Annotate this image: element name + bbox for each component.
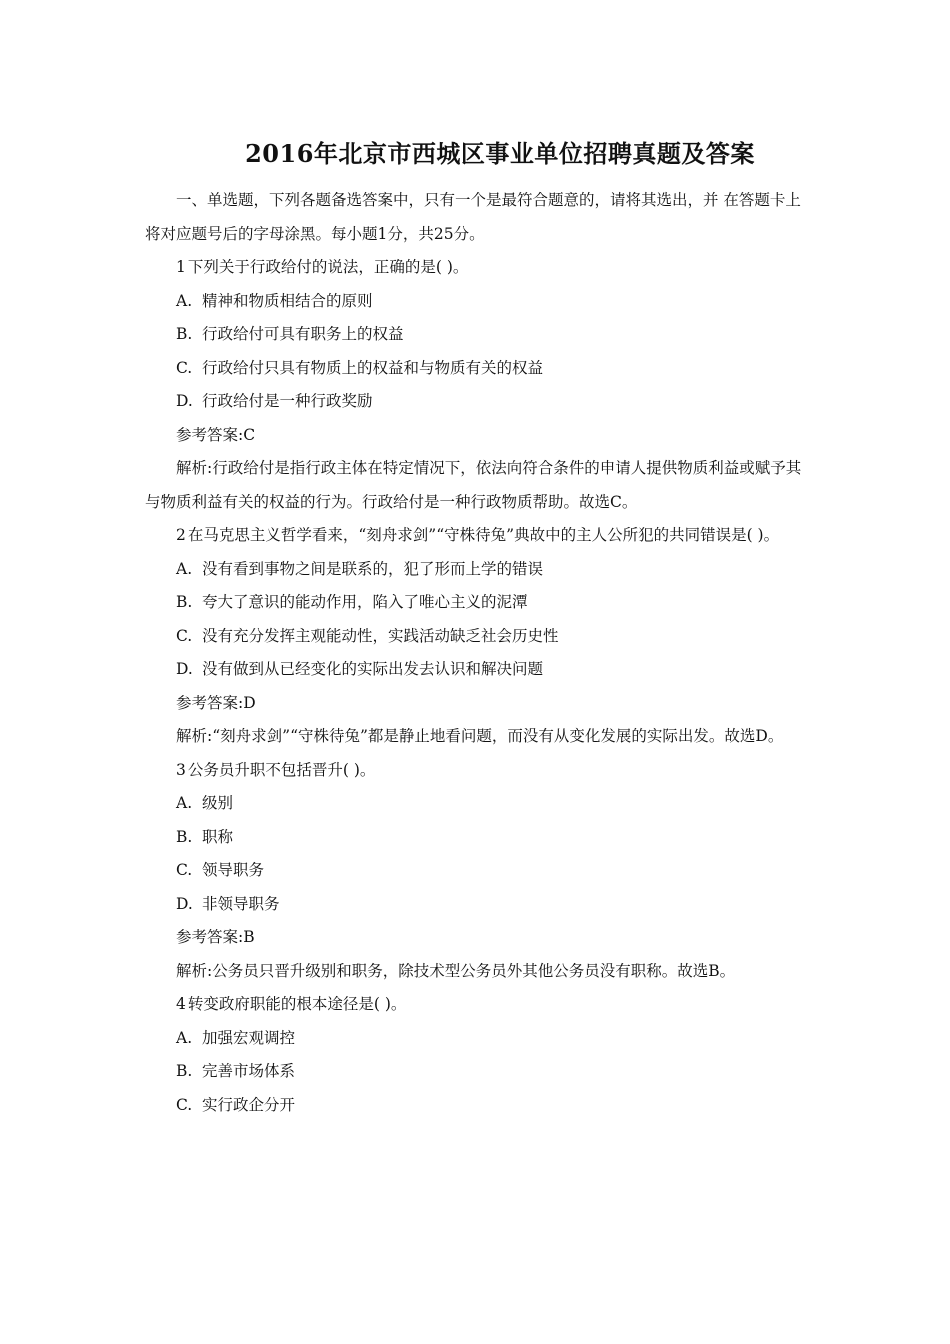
answer-line: 参考答案:C [176, 425, 256, 444]
option-text: 非领导职务 [202, 894, 280, 913]
option-text: 精神和物质相结合的原则 [202, 291, 373, 310]
option-letter: C. [176, 626, 193, 645]
document-title: 2016年北京市西城区事业单位招聘真题及答案 [245, 139, 755, 168]
question-option [145, 385, 810, 419]
question-option [145, 1089, 810, 1123]
question-option [145, 821, 810, 855]
option-letter: D. [176, 894, 193, 913]
option-text: 实行政企分开 [202, 1095, 296, 1114]
question-option [145, 553, 810, 587]
option-text: 领导职务 [202, 861, 265, 879]
answer-line: 参考答案:D [176, 693, 256, 712]
option-letter: C. [176, 1095, 193, 1114]
question-stem [145, 988, 810, 1022]
option-text: 夸大了意识的能动作用，陷入了唯心主义的泥潭 [202, 593, 528, 611]
option-letter: B. [176, 827, 193, 846]
answer-line: 参考答案:B [176, 928, 255, 946]
question-option [145, 888, 810, 922]
option-text: 级别 [202, 794, 234, 812]
option-text: 没有看到事物之间是联系的，犯了形而上学的错误 [202, 559, 544, 578]
option-letter: D. [176, 392, 193, 410]
option-letter: A. [176, 1028, 193, 1047]
option-letter: B. [176, 1062, 193, 1080]
option-letter: A. [176, 559, 193, 578]
option-text: 没有做到从已经变化的实际出发去认识和解决问题 [202, 660, 544, 678]
question-number: 4 [176, 995, 186, 1013]
option-text: 行政给付是一种行政奖励 [202, 392, 373, 410]
explanation: 解析:行政给付是指行政主体在特定情况下，依法向符合条件的申请人提供物质利益或赋予其与物质利益有关的权益的行为。行政给付是一种行政物质帮助。故选C。 [145, 459, 802, 511]
question-option [145, 653, 810, 687]
question-option [145, 318, 810, 352]
question-option [145, 1055, 810, 1089]
question-option [145, 586, 810, 620]
option-text: 职称 [202, 827, 234, 846]
option-letter: C. [176, 358, 193, 377]
option-text: 行政给付只具有物质上的权益和与物质有关的权益 [202, 358, 544, 377]
question-option [145, 285, 810, 319]
option-letter: A. [176, 794, 193, 812]
question-option [145, 787, 810, 821]
question-text: 公务员升职不包括晋升( )。 [187, 760, 376, 779]
question-number: 1 [176, 258, 186, 276]
explanation: 解析:公务员只晋升级别和职务，除技术型公务员外其他公务员没有职称。故选B。 [176, 961, 736, 980]
option-letter: B. [176, 325, 193, 343]
question-number: 2 [176, 526, 186, 544]
option-text: 加强宏观调控 [202, 1028, 296, 1047]
option-text: 完善市场体系 [202, 1062, 296, 1080]
option-letter: D. [176, 660, 193, 678]
question-option [145, 1022, 810, 1056]
section-intro: 一、单选题，下列各题备选答案中，只有一个是最符合题意的，请将其选出，并 在答题卡上将对应题号后的字母涂黑。每小题1分，共25分。 [145, 191, 801, 243]
option-letter: B. [176, 593, 193, 611]
question-text: 在马克思主义哲学看来，“刻舟求剑”“守株待兔”典故中的主人公所犯的共同错误是( )。 [187, 526, 780, 544]
option-text: 行政给付可具有职务上的权益 [202, 325, 404, 343]
question-stem [145, 251, 810, 285]
question-option [145, 620, 810, 654]
question-text: 转变政府职能的根本途径是( )。 [187, 995, 407, 1013]
explanation: 解析:“刻舟求剑”“守株待兔”都是静止地看问题，而没有从变化发展的实际出发。故选D。 [176, 727, 784, 745]
question-stem [145, 754, 810, 788]
option-text: 没有充分发挥主观能动性，实践活动缺乏社会历史性 [202, 626, 559, 645]
question-option [145, 352, 810, 386]
question-number: 3 [176, 760, 186, 779]
question-text: 下列关于行政给付的说法，正确的是( )。 [187, 258, 469, 276]
question-option [145, 854, 810, 888]
option-letter: A. [176, 291, 193, 310]
option-letter: C. [176, 861, 193, 879]
question-stem [145, 519, 810, 553]
document-body [145, 184, 810, 1122]
